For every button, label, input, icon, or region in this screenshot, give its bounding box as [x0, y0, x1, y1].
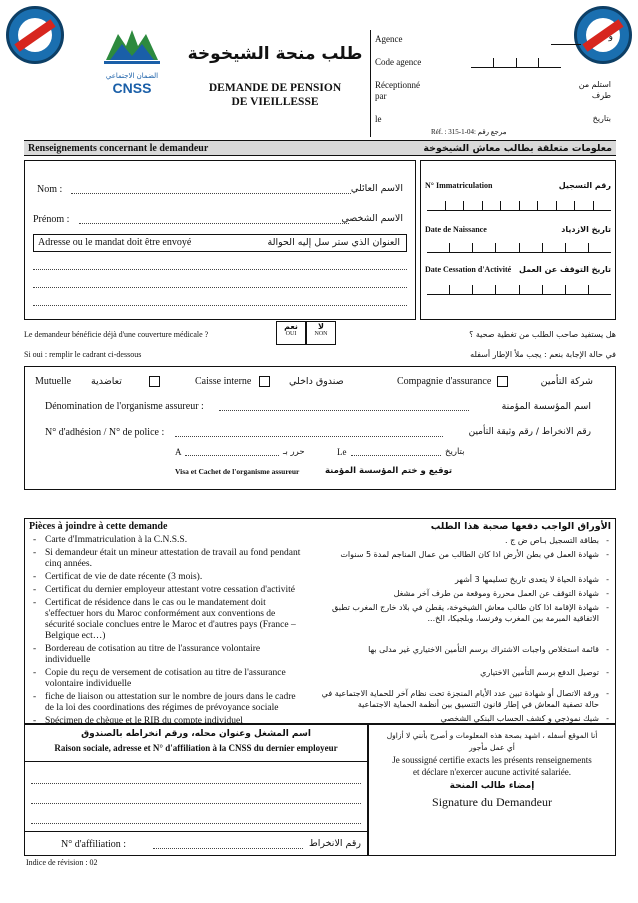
non-label-ar: لا [318, 322, 324, 331]
le-date-label-ar: بتاريخ [445, 447, 465, 457]
agence-label-ar: و [608, 32, 613, 42]
prenom-label-ar: الاسم الشخصي [341, 213, 403, 224]
logo-arabic: الضمان الاجتماعي [105, 72, 159, 80]
nom-label: Nom : [37, 184, 63, 195]
piece-ar: - شهادة العمل في بطن الأرض اذا كان الطالب من عمال المناجم لمدة 5 سنوات [321, 549, 611, 560]
caisse-label: Caisse interne [195, 376, 252, 387]
compagnie-label-ar: شركة التأمين [540, 376, 593, 387]
pieces-title-ar: الأوراق الواجب دفعها صحبة هذا الطلب [430, 521, 611, 532]
police-field[interactable] [175, 436, 443, 437]
nom-field[interactable] [71, 193, 351, 194]
affiliation-label-ar: رقم الانخراط [309, 838, 361, 849]
section-demandeur-title-ar: معلومات متعلقة بطالب معاش الشيخوخة [423, 143, 612, 154]
immat-field[interactable] [427, 201, 611, 211]
title-fr-line1: DEMANDE DE PENSION [208, 82, 342, 94]
if-yes-label-ar: في حالة الإجابة بنعم : يجب ملأ الإطار أسفله [470, 350, 616, 359]
declaration-fr1: Je soussigné certifie exacts les présents renseignements [392, 755, 592, 765]
immat-label: N° Immatriculation [425, 181, 493, 190]
piece-ar: - بطاقة التسجيل بـاص ض ج . [321, 535, 611, 546]
naissance-field[interactable] [427, 243, 611, 253]
reference-code: Réf. : 315-1-04: مرجع رقم [431, 128, 507, 136]
caisse-label-ar: صندوق داخلي [289, 376, 344, 387]
piece-fr: - Certificat de vie de date récente (3 mois). [31, 572, 303, 583]
naissance-label-ar: تاريخ الازدياد [561, 225, 611, 234]
a-label-ar: حرر بـ [283, 447, 305, 457]
oui-label-ar: نعم [284, 322, 298, 331]
adresse-header [33, 234, 407, 252]
oui-checkbox[interactable] [276, 321, 306, 345]
par-label: par [375, 91, 387, 101]
compagnie-checkbox[interactable] [497, 376, 508, 387]
a-label: A [175, 447, 182, 457]
police-label: N° d'adhésion / N° de police : [45, 427, 165, 438]
le-label-ar: بتاريخ [592, 114, 611, 123]
signature-label-ar: إمضاء طالب المنحة [449, 781, 535, 791]
code-agence-field[interactable] [471, 58, 561, 68]
title-arabic: طلب منحة الشيخوخة [187, 44, 363, 64]
cessation-label-ar: تاريخ التوقف عن العمل [519, 265, 611, 274]
piece-fr: - Certificat du dernier employeur attestant votre cessation d'activité [31, 585, 303, 596]
oui-label: OUI [285, 331, 297, 337]
prenom-field[interactable] [79, 223, 349, 224]
denomination-label-ar: اسم المؤسسة المؤمنة [501, 401, 591, 412]
piece-fr: - Copie du reçu de versement de cotisation au titre de l'assurance volontaire individuelle [31, 668, 303, 690]
employer-title-fr: Raison sociale, adresse et N° d'affiliation à la CNSS du dernier employeur [54, 743, 338, 753]
receptionne-label: Réceptionné [375, 80, 420, 90]
non-checkbox[interactable] [306, 321, 336, 345]
mutuelle-label-ar: تعاضدية [91, 376, 122, 387]
naissance-label: Date de Naissance [425, 225, 487, 234]
pieces-box [24, 518, 616, 724]
affiliation-label: N° d'affiliation : [61, 839, 127, 850]
employer-box [24, 724, 368, 856]
coverage-box [24, 366, 616, 490]
revision-index: Indice de révision : 02 [26, 858, 98, 867]
piece-fr: - Spécimen de chèque et le RIB du compte individuel [31, 716, 303, 727]
affiliation-field[interactable] [153, 848, 303, 849]
adresse-line-3[interactable] [33, 305, 407, 306]
prenom-label: Prénom : [33, 214, 70, 225]
piece-fr: - fiche de liaison ou attestation sur le nombre de jours dans le cadre de la loi des coordinations des régimes de prévoyance sociale [31, 692, 303, 714]
identity-box [24, 160, 416, 320]
cnss-logo-icon [100, 26, 164, 70]
denomination-field[interactable] [219, 410, 469, 411]
code-agence-label: Code agence [375, 57, 422, 67]
pieces-list-fr [31, 535, 303, 729]
pieces-list-ar [321, 535, 611, 727]
if-yes-label: Si oui : remplir le cadrant ci-dessous [24, 350, 142, 359]
section-demandeur-title-fr: Renseignements concernant le demandeur [28, 143, 209, 154]
cessation-label: Date Cessation d'Activité [425, 265, 512, 274]
declaration-ar2: أي عمل مأجور [469, 743, 515, 752]
piece-ar: - شهادة الإقامة اذا كان طالب معاش الشيخوخة، يقطن في بلاد خارج المغرب تطبق الاتفاقية المبرمة بين المغرب وفرنسا، وبلجيكا، الخ... [321, 602, 611, 624]
visa-label: Visa et Cachet de l'organisme assureur [175, 467, 300, 476]
caisse-checkbox[interactable] [259, 376, 270, 387]
adresse-line-2[interactable] [33, 287, 407, 288]
numbers-box [420, 160, 616, 320]
immat-label-ar: رقم التسجيل [558, 181, 611, 190]
employer-line-1[interactable] [31, 783, 361, 784]
piece-ar: - توصيل الدفع برسم التأمين الاختياري [321, 667, 611, 678]
denomination-label: Dénomination de l'organisme assureur : [45, 401, 204, 412]
piece-fr: - Certificat de résidence dans le cas ou le mandatement doit s'effectuer hors du Maroc conformément aux conventions de sécurité sociale conclues entre le Maroc et d'autres pays (France –Belgique ect…) [31, 598, 303, 642]
piece-fr: - Si demandeur était un mineur attestation de travail au fond pendant cinq années. [31, 548, 303, 570]
coverage-question-ar: هل يستفيد صاحب الطلب من تغطية صحية ؟ [469, 330, 616, 339]
receptionne-label-ar1: استلم من [578, 80, 611, 89]
employer-line-3[interactable] [31, 823, 361, 824]
pdf-change-stamp-left [6, 6, 64, 64]
piece-ar: - قائمة استخلاص واجبات الاشتراك برسم التأمين الاختياري غير مدلى بها [321, 644, 611, 655]
mutuelle-label: Mutuelle [35, 376, 72, 387]
le-label: le [375, 114, 382, 124]
receptionne-label-ar2: طرف [591, 91, 611, 100]
piece-fr: - Bordereau de cotisation au titre de l'assurance volontaire individuelle [31, 644, 303, 666]
logo-cnss: CNSS [112, 80, 152, 96]
piece-ar: - شهادة التوقف عن العمل محررة وموقعة من طرف آخر مشغل [321, 588, 611, 599]
adresse-line-1[interactable] [33, 269, 407, 270]
signature-label: Signature du Demandeur [432, 795, 552, 809]
cnss-logo [100, 26, 164, 96]
adresse-label-ar: العنوان الذي ستر سل إليه الحوالة [267, 237, 400, 248]
cessation-field[interactable] [427, 285, 611, 295]
employer-title-ar: اسم المشغل وعنوان محله، ورقم انخراطه بالصندوق [81, 729, 311, 739]
nom-label-ar: الاسم العائلي [350, 183, 403, 194]
police-label-ar: رقم الانخراط / رقم وثيقة التأمين [468, 427, 591, 437]
declaration-ar1: أنا الموقع أسفله ، اشهد بصحة هذه المعلومات و أصرح بأنني لا أزاول [386, 731, 598, 740]
piece-fr: - Carte d'Immatriculation à la C.N.S.S. [31, 535, 303, 546]
declaration-fr2: et déclare n'exercer aucune activité salariée. [412, 767, 571, 777]
title-fr-line2: DE VIEILLESSE [231, 96, 319, 108]
agence-label: Agence [375, 34, 403, 44]
pieces-title: Pièces à joindre à cette demande [29, 521, 168, 532]
section-demandeur-header [24, 140, 616, 156]
piece-ar: - ورقة الاتصال أو شهادة تبين عدد الأيام المنجزة تحت نظام آخر للحماية الاجتماعية في حالة تصفية المعاش في إطار قانون التنسيق بين أنظمة الحماية الاجتماعية [321, 688, 611, 710]
mutuelle-checkbox[interactable] [149, 376, 160, 387]
declaration-box [368, 724, 616, 856]
compagnie-label: Compagnie d'assurance [397, 376, 492, 387]
coverage-question: Le demandeur bénéficie déjà d'une couverture médicale ? [24, 330, 209, 339]
piece-ar: - شيك نموذجي و كشف الحساب البنكي الشخصي [321, 713, 611, 724]
le-date-label: Le [337, 447, 347, 457]
piece-ar: - شهادة الحياة لا يتعدى تاريخ تسليمها 3 أشهر [321, 574, 611, 585]
employer-line-2[interactable] [31, 803, 361, 804]
le-date-field[interactable] [351, 455, 441, 456]
a-field[interactable] [185, 455, 279, 456]
signature-area[interactable] [389, 813, 595, 851]
office-use-box [370, 30, 615, 137]
visa-label-ar: توقيع و ختم المؤسسة المؤمنة [325, 466, 453, 476]
non-label: NON [314, 331, 328, 337]
agence-field[interactable] [551, 44, 581, 45]
adresse-label: Adresse ou le mandat doit être envoyé [38, 237, 192, 248]
